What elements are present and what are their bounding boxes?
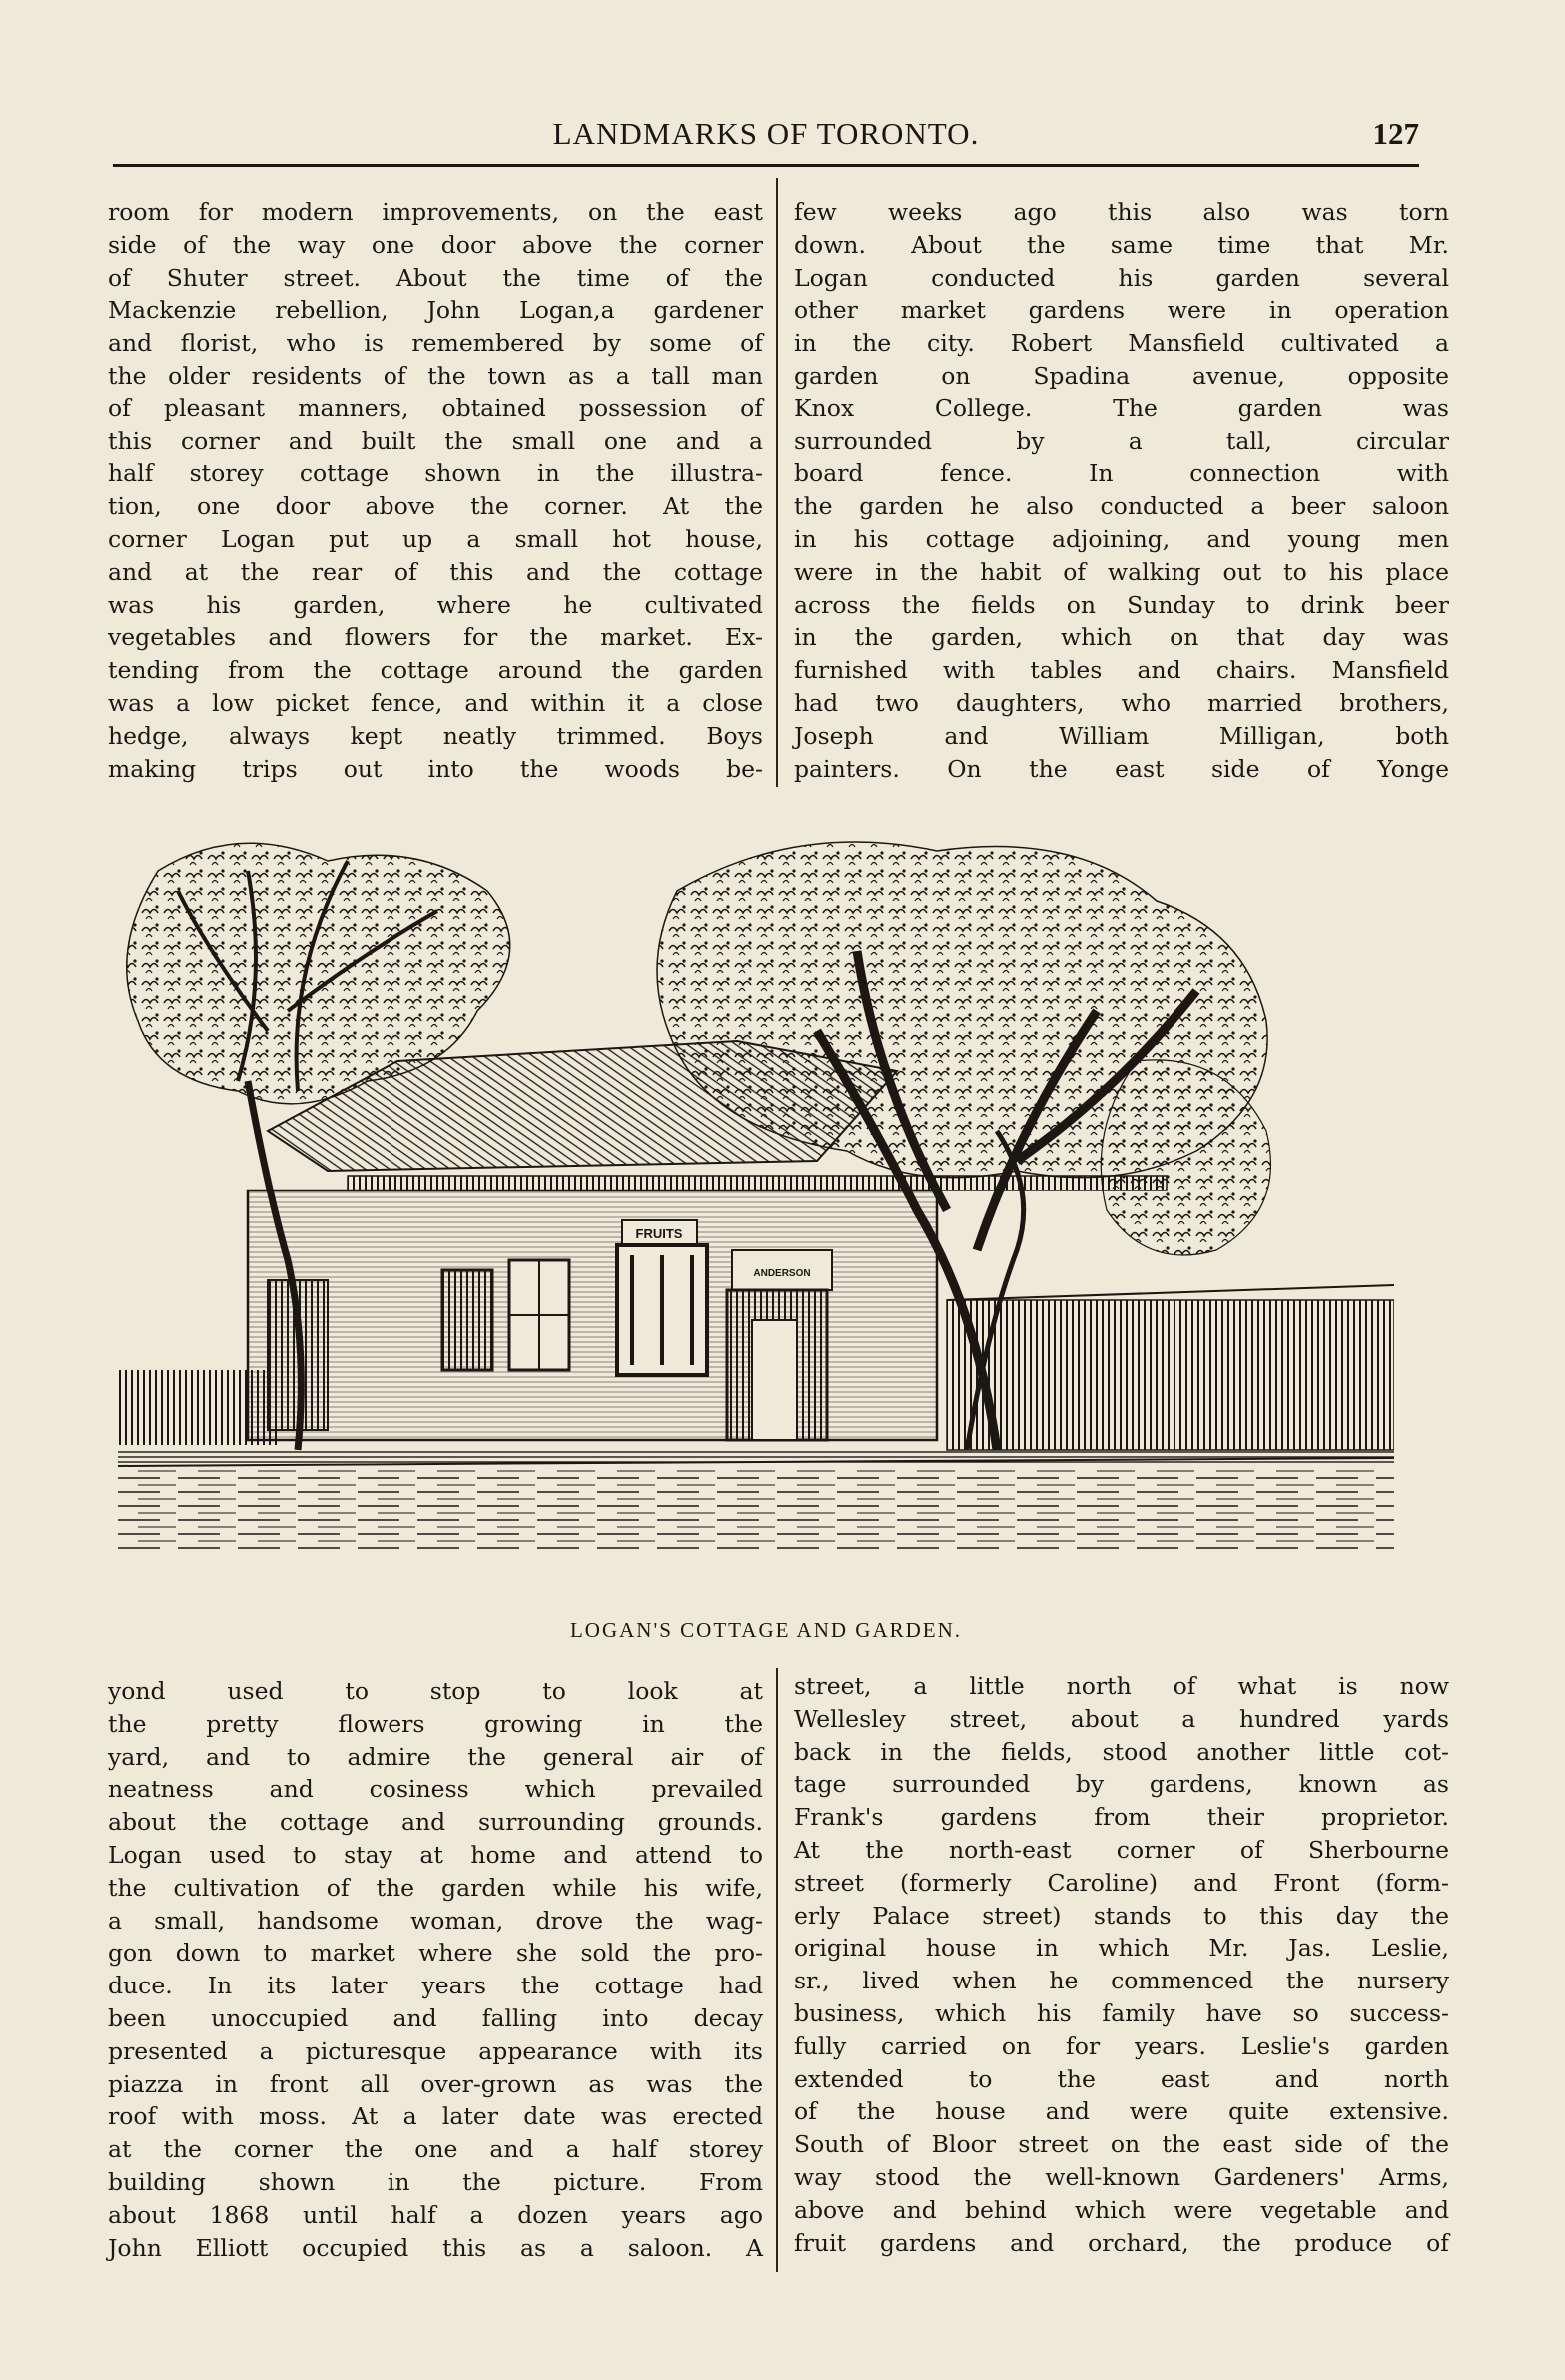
figure-caption: LOGAN'S COTTAGE AND GARDEN.: [569, 1618, 963, 1642]
paragraph: [794, 196, 1449, 785]
text-line: in his cottage adjoining, and young men: [794, 524, 1449, 553]
top-left-column: [108, 196, 763, 785]
text-line: back in the fields, stood another little cot-: [794, 1737, 1449, 1766]
text-line: fruit gardens and orchard, the produce of: [794, 2228, 1449, 2257]
text-line: fully carried on for years. Leslie's garden: [794, 2031, 1449, 2060]
sign-anderson: ANDERSON: [753, 1268, 811, 1279]
text-line: vegetables and flowers for the market. Ex-: [108, 623, 763, 652]
text-line: Frank's gardens from their proprietor.: [794, 1803, 1449, 1832]
text-line: were in the habit of walking out to his place: [794, 557, 1449, 586]
text-line: presented a picturesque appearance with its: [108, 2036, 763, 2065]
cottage-engraving: [118, 831, 1394, 1590]
text-line: room for modern improvements, on the east: [108, 198, 763, 226]
paragraph: [794, 1670, 1449, 2259]
text-line: been unoccupied and falling into decay: [108, 2003, 763, 2032]
text-line: original house in which Mr. Jas. Leslie,: [794, 1934, 1449, 1963]
text-line: street (formerly Caroline) and Front (form-: [794, 1868, 1449, 1897]
text-line: was a low picket fence, and within it a close: [108, 688, 763, 717]
cottage-wall: [248, 1190, 937, 1440]
text-line: and florist, who is remembered by some of: [108, 329, 763, 358]
text-line: the garden he also conducted a beer saloon: [794, 492, 1449, 521]
paragraph: [108, 1675, 763, 2264]
text-line: way stood the well-known Gardeners' Arms,: [794, 2162, 1449, 2191]
text-line: other market gardens were in operation: [794, 296, 1449, 325]
text-line: the cultivation of the garden while his wife,: [108, 1873, 763, 1902]
text-line: surrounded by a tall, circular: [794, 426, 1449, 455]
text-line: piazza in front all over-grown as was the: [108, 2069, 763, 2098]
text-line: tending from the cottage around the garden: [108, 656, 763, 685]
text-line: about 1868 until half a dozen years ago: [108, 2200, 763, 2229]
page-header: [113, 112, 1419, 162]
header-rule: [113, 164, 1419, 167]
text-line: at the corner the one and a half storey: [108, 2135, 763, 2164]
paragraph: [108, 196, 763, 785]
text-line: Logan conducted his garden several: [794, 263, 1449, 292]
text-line: gon down to market where she sold the pro-: [108, 1939, 763, 1968]
text-line: street, a little north of what is now: [794, 1672, 1449, 1700]
text-line: erly Palace street) stands to this day the: [794, 1901, 1449, 1930]
text-line: in the city. Robert Mansfield cultivated a: [794, 329, 1449, 358]
bottom-left-column: [108, 1675, 763, 2264]
text-line: across the fields on Sunday to drink beer: [794, 590, 1449, 619]
text-line: Wellesley street, about a hundred yards: [794, 1704, 1449, 1733]
text-line: neatness and cosiness which prevailed: [108, 1775, 763, 1804]
column-divider: [776, 178, 778, 787]
text-line: tion, one door above the corner. At the: [108, 492, 763, 521]
text-line: Joseph and William Milligan, both: [794, 721, 1449, 750]
text-line: hedge, always kept neatly trimmed. Boys: [108, 721, 763, 750]
running-head: LANDMARKS OF TORONTO.: [552, 116, 980, 151]
street-foreground: [118, 1450, 1394, 1550]
text-line: a small, handsome woman, drove the wag-: [108, 1906, 763, 1935]
text-line: had two daughters, who married brothers,: [794, 688, 1449, 717]
sign-fruits: FRUITS: [635, 1226, 683, 1241]
text-line: and at the rear of this and the cottage: [108, 557, 763, 586]
text-line: Knox College. The garden was: [794, 394, 1449, 422]
column-divider: [776, 1668, 778, 2272]
text-line: tage surrounded by gardens, known as: [794, 1770, 1449, 1799]
text-line: of pleasant manners, obtained possession of: [108, 394, 763, 422]
text-line: of Shuter street. About the time of the: [108, 263, 763, 292]
text-line: furnished with tables and chairs. Mansfield: [794, 656, 1449, 685]
top-right-column: [794, 196, 1449, 785]
text-line: of the house and were quite extensive.: [794, 2097, 1449, 2126]
text-line: extended to the east and north: [794, 2064, 1449, 2093]
text-line: corner Logan put up a small hot house,: [108, 524, 763, 553]
text-line: business, which his family have so success-: [794, 1998, 1449, 2027]
text-line: building shown in the picture. From: [108, 2167, 763, 2196]
text-line: Mackenzie rebellion, John Logan,a gardener: [108, 296, 763, 325]
text-line: few weeks ago this also was torn: [794, 198, 1449, 226]
text-line: sr., lived when he commenced the nursery: [794, 1967, 1449, 1995]
text-line: garden on Spadina avenue, opposite: [794, 361, 1449, 390]
text-line: was his garden, where he cultivated: [108, 590, 763, 619]
text-line: above and behind which were vegetable and: [794, 2195, 1449, 2224]
text-line: duce. In its later years the cottage had: [108, 1972, 763, 2000]
text-line: yond used to stop to look at: [108, 1677, 763, 1705]
text-line: At the north-east corner of Sherbourne: [794, 1835, 1449, 1864]
text-line: painters. On the east side of Yonge: [794, 754, 1449, 783]
text-line: in the garden, which on that day was: [794, 623, 1449, 652]
bottom-right-column: [794, 1670, 1449, 2259]
text-line: board fence. In connection with: [794, 459, 1449, 488]
page-number: 127: [1372, 116, 1419, 151]
text-line: down. About the same time that Mr.: [794, 230, 1449, 259]
text-line: half storey cottage shown in the illustra-: [108, 459, 763, 488]
text-line: Logan used to stay at home and attend to: [108, 1840, 763, 1869]
text-line: about the cottage and surrounding grounds.: [108, 1808, 763, 1837]
text-line: John Elliott occupied this as a saloon. A: [108, 2233, 763, 2262]
text-line: side of the way one door above the corner: [108, 230, 763, 259]
text-line: South of Bloor street on the east side of the: [794, 2130, 1449, 2159]
text-line: yard, and to admire the general air of: [108, 1742, 763, 1771]
text-line: roof with moss. At a later date was erected: [108, 2102, 763, 2131]
text-line: the pretty flowers growing in the: [108, 1709, 763, 1738]
text-line: making trips out into the woods be-: [108, 754, 763, 783]
text-line: the older residents of the town as a tall man: [108, 361, 763, 390]
text-line: this corner and built the small one and a: [108, 426, 763, 455]
